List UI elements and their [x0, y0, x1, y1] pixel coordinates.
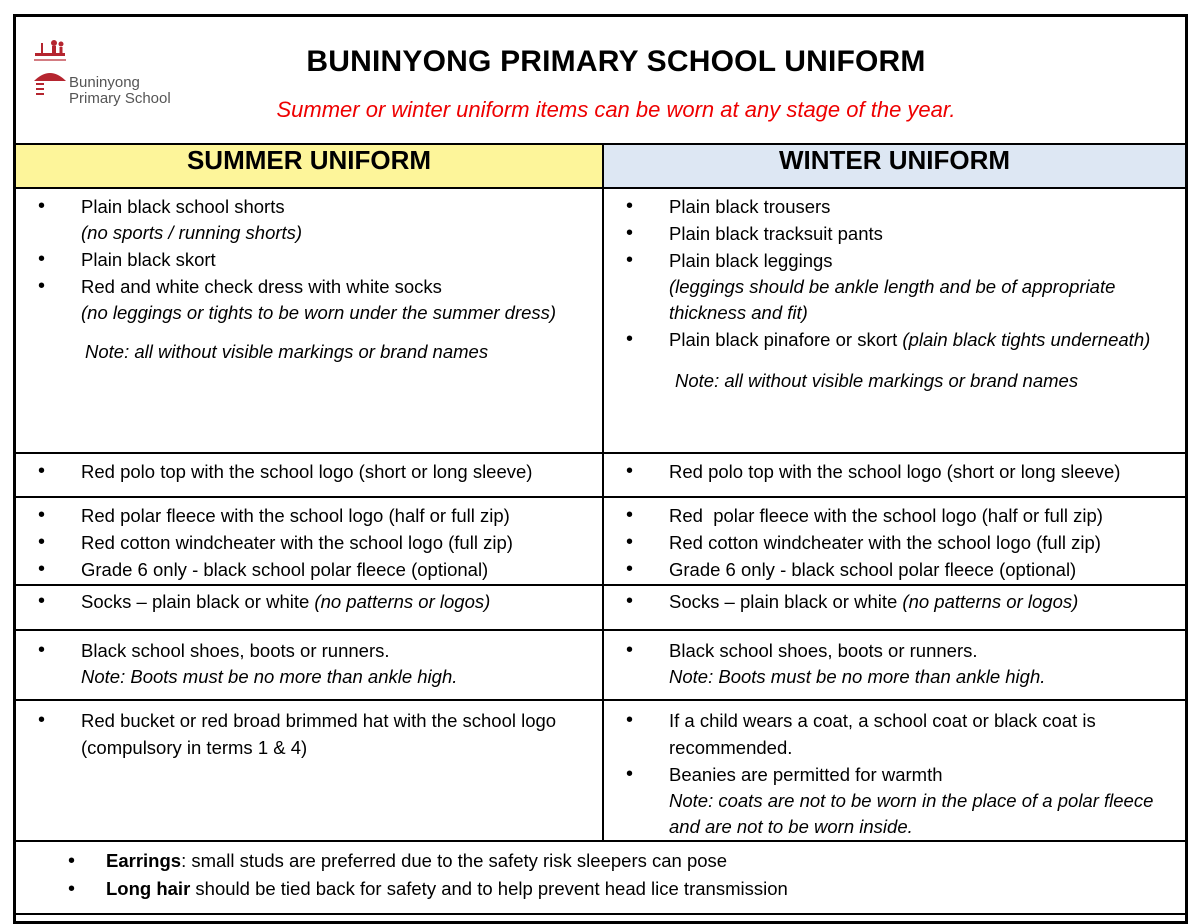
- item-subnote: Note: coats are not to be worn in the place of a polar fleece and are not to be worn inside.: [669, 790, 1154, 837]
- list-item: [604, 588, 1185, 615]
- uniform-table: [16, 145, 1185, 842]
- item-text: Red cotton windcheater with the school logo (full zip): [669, 532, 1101, 553]
- item-text: Black school shoes, boots or runners.: [81, 640, 390, 661]
- winter-uniform-header: WINTER UNIFORM: [603, 145, 1185, 188]
- logo-text-line2: Primary School: [69, 90, 171, 107]
- winter-item-list: [604, 498, 1185, 583]
- item-italic-note: (no patterns or logos): [314, 591, 491, 612]
- item-text: Socks – plain black or white: [81, 591, 310, 612]
- summer-cell: [16, 585, 603, 630]
- note-keyword: Earrings: [106, 850, 182, 871]
- winter-cell: [603, 630, 1185, 700]
- list-item: [16, 193, 602, 246]
- list-item: [604, 193, 1185, 220]
- table-row: [16, 700, 1185, 841]
- item-text: Plain black pinafore or skort: [669, 329, 898, 350]
- note-keyword: Long hair: [106, 878, 191, 899]
- item-text: Plain black skort: [81, 249, 216, 270]
- winter-cell: [603, 585, 1185, 630]
- list-item: [16, 273, 602, 326]
- winter-item-list: [604, 454, 1185, 485]
- list-item: [16, 847, 1185, 875]
- summer-cell: [16, 188, 603, 453]
- item-text: Red polo top with the school logo (short or long sleeve): [81, 461, 533, 482]
- winter-item-list: [604, 631, 1185, 690]
- list-item: [16, 502, 602, 529]
- list-item: [604, 529, 1185, 556]
- bottom-divider: [16, 913, 1185, 915]
- item-italic-note: (no patterns or logos): [902, 591, 1079, 612]
- document-header: [16, 17, 1185, 145]
- winter-cell: [603, 188, 1185, 453]
- list-item: [604, 220, 1185, 247]
- logo-text-line1: Buninyong: [69, 74, 140, 91]
- list-item: [604, 502, 1185, 529]
- item-text: Black school shoes, boots or runners.: [669, 640, 978, 661]
- item-text: Red and white check dress with white socks: [81, 276, 442, 297]
- item-text: Grade 6 only - black school polar fleece (optional): [81, 559, 489, 580]
- item-italic-note: (plain black tights underneath): [902, 329, 1151, 350]
- list-item: [604, 637, 1185, 690]
- summer-cell: [16, 630, 603, 700]
- summer-uniform-header: SUMMER UNIFORM: [16, 145, 603, 188]
- winter-item-list: [604, 586, 1185, 615]
- list-item: [604, 326, 1185, 353]
- item-text: Beanies are permitted for warmth: [669, 764, 943, 785]
- summer-cell: [16, 497, 603, 585]
- item-subnote: (no leggings or tights to be worn under the summer dress): [81, 302, 557, 323]
- page-subtitle: Summer or winter uniform items can be worn at any stage of the year.: [276, 97, 956, 122]
- list-item: [16, 556, 602, 583]
- item-text: Red polar fleece with the school logo (half or full zip): [669, 505, 1103, 526]
- winter-note: Note: all without visible markings or brand names: [675, 370, 1079, 391]
- list-item: [604, 761, 1185, 840]
- note-text: should be tied back for safety and to help prevent head lice transmission: [190, 878, 788, 899]
- list-item: [16, 246, 602, 273]
- item-text: Plain black school shorts: [81, 196, 285, 217]
- summer-cell: [16, 453, 603, 497]
- list-item: [16, 529, 602, 556]
- winter-item-list: [604, 701, 1185, 840]
- school-logo-icon: [32, 39, 68, 97]
- item-text: Plain black tracksuit pants: [669, 223, 883, 244]
- summer-cell: [16, 700, 603, 841]
- item-subnote: (leggings should be ankle length and be of appropriate thickness and fit): [669, 276, 1116, 323]
- summer-note: Note: all without visible markings or brand names: [85, 341, 489, 362]
- table-row: [16, 497, 1185, 585]
- winter-cell: [603, 497, 1185, 585]
- uniform-document: [13, 14, 1188, 924]
- item-text: Red bucket or red broad brimmed hat with the school logo (compulsory in terms 1 & 4): [81, 710, 557, 758]
- item-text: Plain black trousers: [669, 196, 831, 217]
- general-notes-list: [16, 841, 1185, 903]
- summer-item-list: [16, 498, 602, 583]
- general-notes: [16, 841, 1185, 911]
- summer-item-list: [16, 631, 602, 690]
- page-title: BUNINYONG PRIMARY SCHOOL UNIFORM: [306, 45, 926, 78]
- winter-cell: [603, 453, 1185, 497]
- table-row: [16, 585, 1185, 630]
- list-item: [16, 707, 602, 761]
- item-text: Red cotton windcheater with the school logo (full zip): [81, 532, 513, 553]
- item-text: Red polo top with the school logo (short or long sleeve): [669, 461, 1121, 482]
- list-item: [604, 556, 1185, 583]
- list-item: [16, 458, 602, 485]
- item-text: Grade 6 only - black school polar fleece (optional): [669, 559, 1077, 580]
- note-text: : small studs are preferred due to the safety risk sleepers can pose: [181, 850, 728, 871]
- summer-item-list: [16, 701, 602, 761]
- table-row: [16, 188, 1185, 453]
- summer-item-list: [16, 454, 602, 485]
- winter-cell: [603, 700, 1185, 841]
- list-item: [604, 707, 1185, 761]
- table-row: [16, 630, 1185, 700]
- item-text: If a child wears a coat, a school coat or black coat is recommended.: [669, 710, 1096, 758]
- winter-item-list: [604, 189, 1185, 353]
- table-header-row: [16, 145, 1185, 188]
- item-text: Socks – plain black or white: [669, 591, 898, 612]
- summer-item-list: [16, 586, 602, 615]
- list-item: [16, 875, 1185, 903]
- list-item: [16, 588, 602, 615]
- list-item: [604, 458, 1185, 485]
- list-item: [16, 637, 602, 690]
- list-item: [604, 247, 1185, 326]
- item-text: Plain black leggings: [669, 250, 833, 271]
- item-subnote: Note: Boots must be no more than ankle high.: [669, 666, 1046, 687]
- item-subnote: Note: Boots must be no more than ankle high.: [81, 666, 458, 687]
- table-row: [16, 453, 1185, 497]
- summer-item-list: [16, 189, 602, 326]
- item-text: Red polar fleece with the school logo (half or full zip): [81, 505, 510, 526]
- item-subnote: (no sports / running shorts): [81, 222, 303, 243]
